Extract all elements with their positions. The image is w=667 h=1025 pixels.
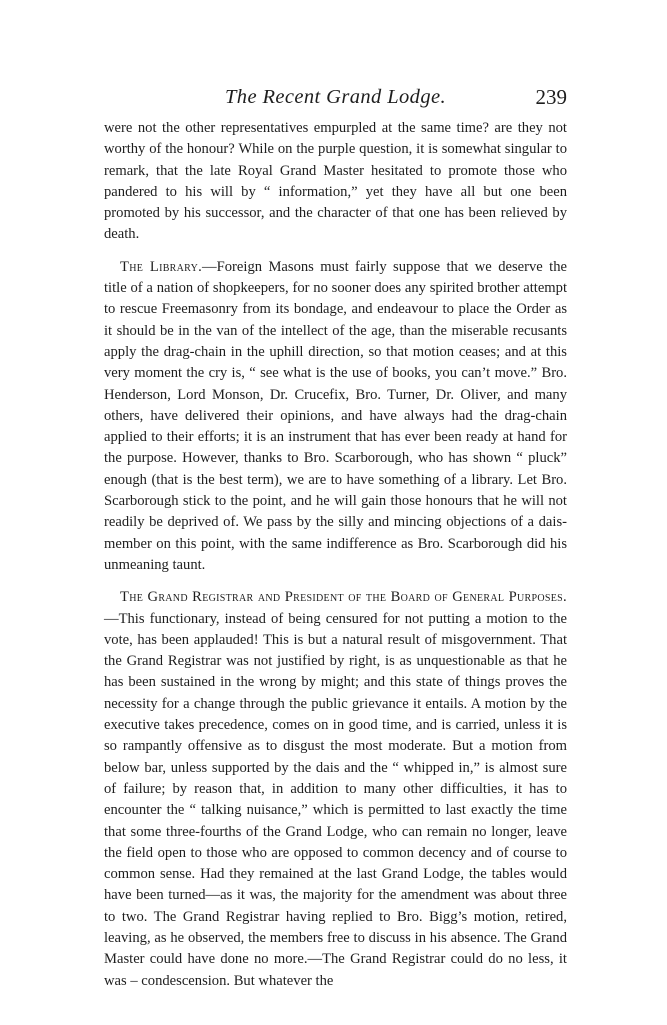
paragraph-text: —This functionary, instead of being censured for not putting a motion to the vote, has been applauded! This is but a natural result of misgovernment. That the Grand Registrar was not justified by right, is as unquestionable as that he has been sustained in the wrong by might; and this state of things proves the necessity for a change through the public grievance it entails. A motion by the executive takes precedence, comes on in good time, and is carried, unless it is so rampantly offensive as to disgust the most moderate. But a motion from below bar, unless supported by the dais and the “ whipped in,” is almost sure of failure; by reason that, in addition to many other difficulties, it has to encounter the “ talking nuisance,” which is permitted to last exactly the time that some three-fourths of the Grand Lodge, who can remain no longer, leave the field open to those who are opposed to common decency and of course to common sense. Had they remained at the last Grand Lodge, the tables would have been turned—as it was, the majority for the amendment was about three to two. The Grand Registrar having replied to Bro. Bigg’s motion, retired, leaving, as he observed, the members free to discuss in his absence. The Grand Master could have done no more.—The Grand Registrar could do no less, it was – condescension. But whatever the — [104, 610, 567, 989]
book-page — [104, 82, 567, 992]
running-title: The Recent Grand Lodge. — [225, 86, 446, 108]
running-head — [104, 82, 567, 112]
page-number: 239 — [535, 85, 567, 109]
paragraph-library — [104, 257, 567, 576]
section-heading-library: The Library. — [120, 258, 203, 275]
paragraph-text: were not the other representatives empurpled at the same time? are they not worthy of the honour? While on the purple question, it is somewhat singular to remark, that the late Royal Grand Master hesitated to promote those who pandered to his will by “ information,” yet they have all but one been promoted by his successor, and the character of that one has been relieved by death. — [104, 120, 567, 243]
paragraph-continuation — [104, 118, 567, 246]
section-heading-grand-registrar: The Grand Registrar and President of the Board of General Purposes. — [120, 589, 567, 606]
paragraph-text: —Foreign Masons must fairly suppose that we deserve the title of a nation of shopkeepers, for no sooner does any spirited brother attempt to rescue Freemasonry from its bondage, and endeavour to place the Order as it should be in the van of the intellect of the age, than the miserable recusants apply the drag-chain in the uphill direction, so that motion ceases; and at this very moment the cry is, “ see what is the use of books, you can’t move.” Bro. Henderson, Lord Monson, Dr. Crucefix, Bro. Turner, Dr. Oliver, and many others, have delivered their opinions, and have always had the drag-chain applied to their efforts; it is an instrument that has ever been ready at hand for the purpose. However, thanks to Bro. Scarborough, who has shown “ pluck” enough (that is the best term), we are to have something of a library. Let Bro. Scarborough stick to the point, and he will gain those honours that he will not readily be deprived of. We pass by the silly and mincing objections of a dais-member on this point, with the same indifference as Bro. Scarborough did his unmeaning taunt. — [104, 258, 567, 573]
paragraph-grand-registrar — [104, 587, 567, 992]
